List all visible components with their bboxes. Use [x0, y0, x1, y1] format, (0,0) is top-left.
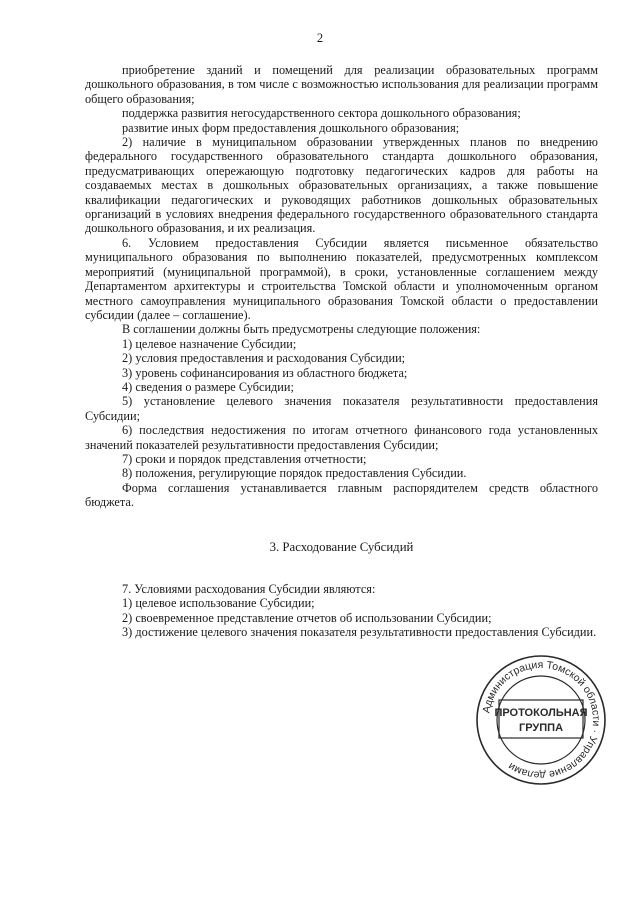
- paragraph: Форма соглашения устанавливается главным распорядителем средств областного бюджета.: [85, 480, 598, 510]
- paragraph: приобретение зданий и помещений для реализации образовательных программ дошкольного образования, в том числе с возможностью использования для реализации программ общего образования;: [85, 63, 598, 106]
- list-item: 4) сведения о размере Субсидии;: [122, 379, 294, 394]
- list-item: 2) своевременное представление отчетов об использовании Субсидии;: [122, 610, 492, 625]
- list-item: 7) сроки и порядок представления отчетности;: [122, 451, 367, 466]
- page-number: 2: [316, 31, 324, 45]
- paragraph: 6. Условием предоставления Субсидии является письменное обязательство муниципального образования по выполнению показателей, предусмотренных комплексом мероприятий (муниципальной программой), в сроки, установленные соглашением между Департаментом архитектуры и строительства Томской области и уполномоченным органом местного самоуправления муниципального образования Томской области о предоставлении субсидии (далее – соглашение).: [85, 235, 598, 322]
- paragraph: 7. Условиями расходования Субсидии являются:: [122, 582, 376, 596]
- document-body: [85, 63, 598, 640]
- paragraph: В соглашении должны быть предусмотрены следующие положения:: [122, 322, 481, 337]
- paragraph: поддержка развития негосударственного сектора дошкольного образования;: [122, 106, 521, 121]
- list-item: 1) целевое использование Субсидии;: [122, 596, 315, 611]
- paragraph: развитие иных форм предоставления дошкольного образования;: [122, 120, 460, 135]
- list-item: 3) достижение целевого значения показателя результативности предоставления Субсидии.: [122, 625, 597, 640]
- list-item: 2) условия предоставления и расходования Субсидии;: [122, 351, 406, 366]
- section-title: 3. Расходование Субсидий: [269, 539, 414, 554]
- list-item: 3) уровень софинансирования из областного бюджета;: [122, 365, 408, 380]
- list-item: 5) установление целевого значения показателя результативности предоставления Субсидии;: [85, 394, 598, 423]
- stamp-line-1: ПРОТОКОЛЬНАЯ: [494, 707, 588, 719]
- list-item: 6) последствия недостижения по итогам отчетного финансового года установленных значений показателей результативности предоставления Субсидии;: [85, 423, 598, 452]
- list-item: 8) положения, регулирующие порядок предоставления Субсидии.: [122, 466, 467, 481]
- stamp-ring-text: Администрация Томской области · Управление делами: [480, 658, 603, 782]
- stamp-line-2: ГРУППА: [518, 722, 564, 734]
- list-item: 1) целевое назначение Субсидии;: [122, 336, 297, 351]
- official-stamp: [473, 652, 609, 788]
- paragraph: 2) наличие в муниципальном образовании утвержденных планов по внедрению федерального государственного образовательного стандарта дошкольного образования, предусматривающих опережающую подготовку педагогических кадров для работы на создаваемых местах в дошкольных образовательных организациях, а также повышение квалификации педагогических и руководящих работников дошкольных образовательных организаций в условиях внедрения федерального государственного образовательного стандарта дошкольного образования, и их реализация.: [85, 135, 598, 236]
